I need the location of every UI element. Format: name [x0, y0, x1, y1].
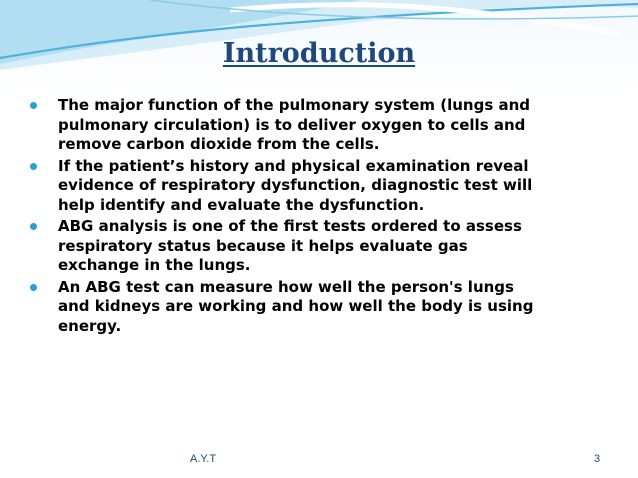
bullet-item	[30, 217, 540, 276]
bullet-item	[30, 157, 540, 216]
bullet-text: ABG analysis is one of the first tests ordered to assess respiratory status because it helps evaluate gas exchange in the lungs.	[58, 217, 522, 274]
bullet-item	[30, 96, 540, 155]
bullet-dot-icon	[30, 163, 37, 170]
bullet-text: If the patient’s history and physical examination reveal evidence of respiratory dysfunction, diagnostic test will help identify and evaluate the dysfunction.	[58, 156, 533, 214]
bullet-dot-icon	[30, 102, 37, 109]
bullet-dot-icon	[30, 284, 37, 291]
footer-author: A.Y.T	[190, 453, 217, 465]
slide-title	[0, 38, 638, 69]
bullet-list	[30, 96, 540, 338]
bullet-dot-icon	[30, 223, 37, 230]
bullet-text: An ABG test can measure how well the person's lungs and kidneys are working and how well the body is using energy.	[58, 277, 534, 335]
page-number: 3	[594, 453, 601, 465]
bullet-item	[30, 278, 540, 337]
slide-title-text: Introduction	[222, 38, 416, 69]
bullet-text: The major function of the pulmonary system (lungs and pulmonary circulation) is to deliver oxygen to cells and remove carbon dioxide from the cells.	[58, 96, 531, 153]
